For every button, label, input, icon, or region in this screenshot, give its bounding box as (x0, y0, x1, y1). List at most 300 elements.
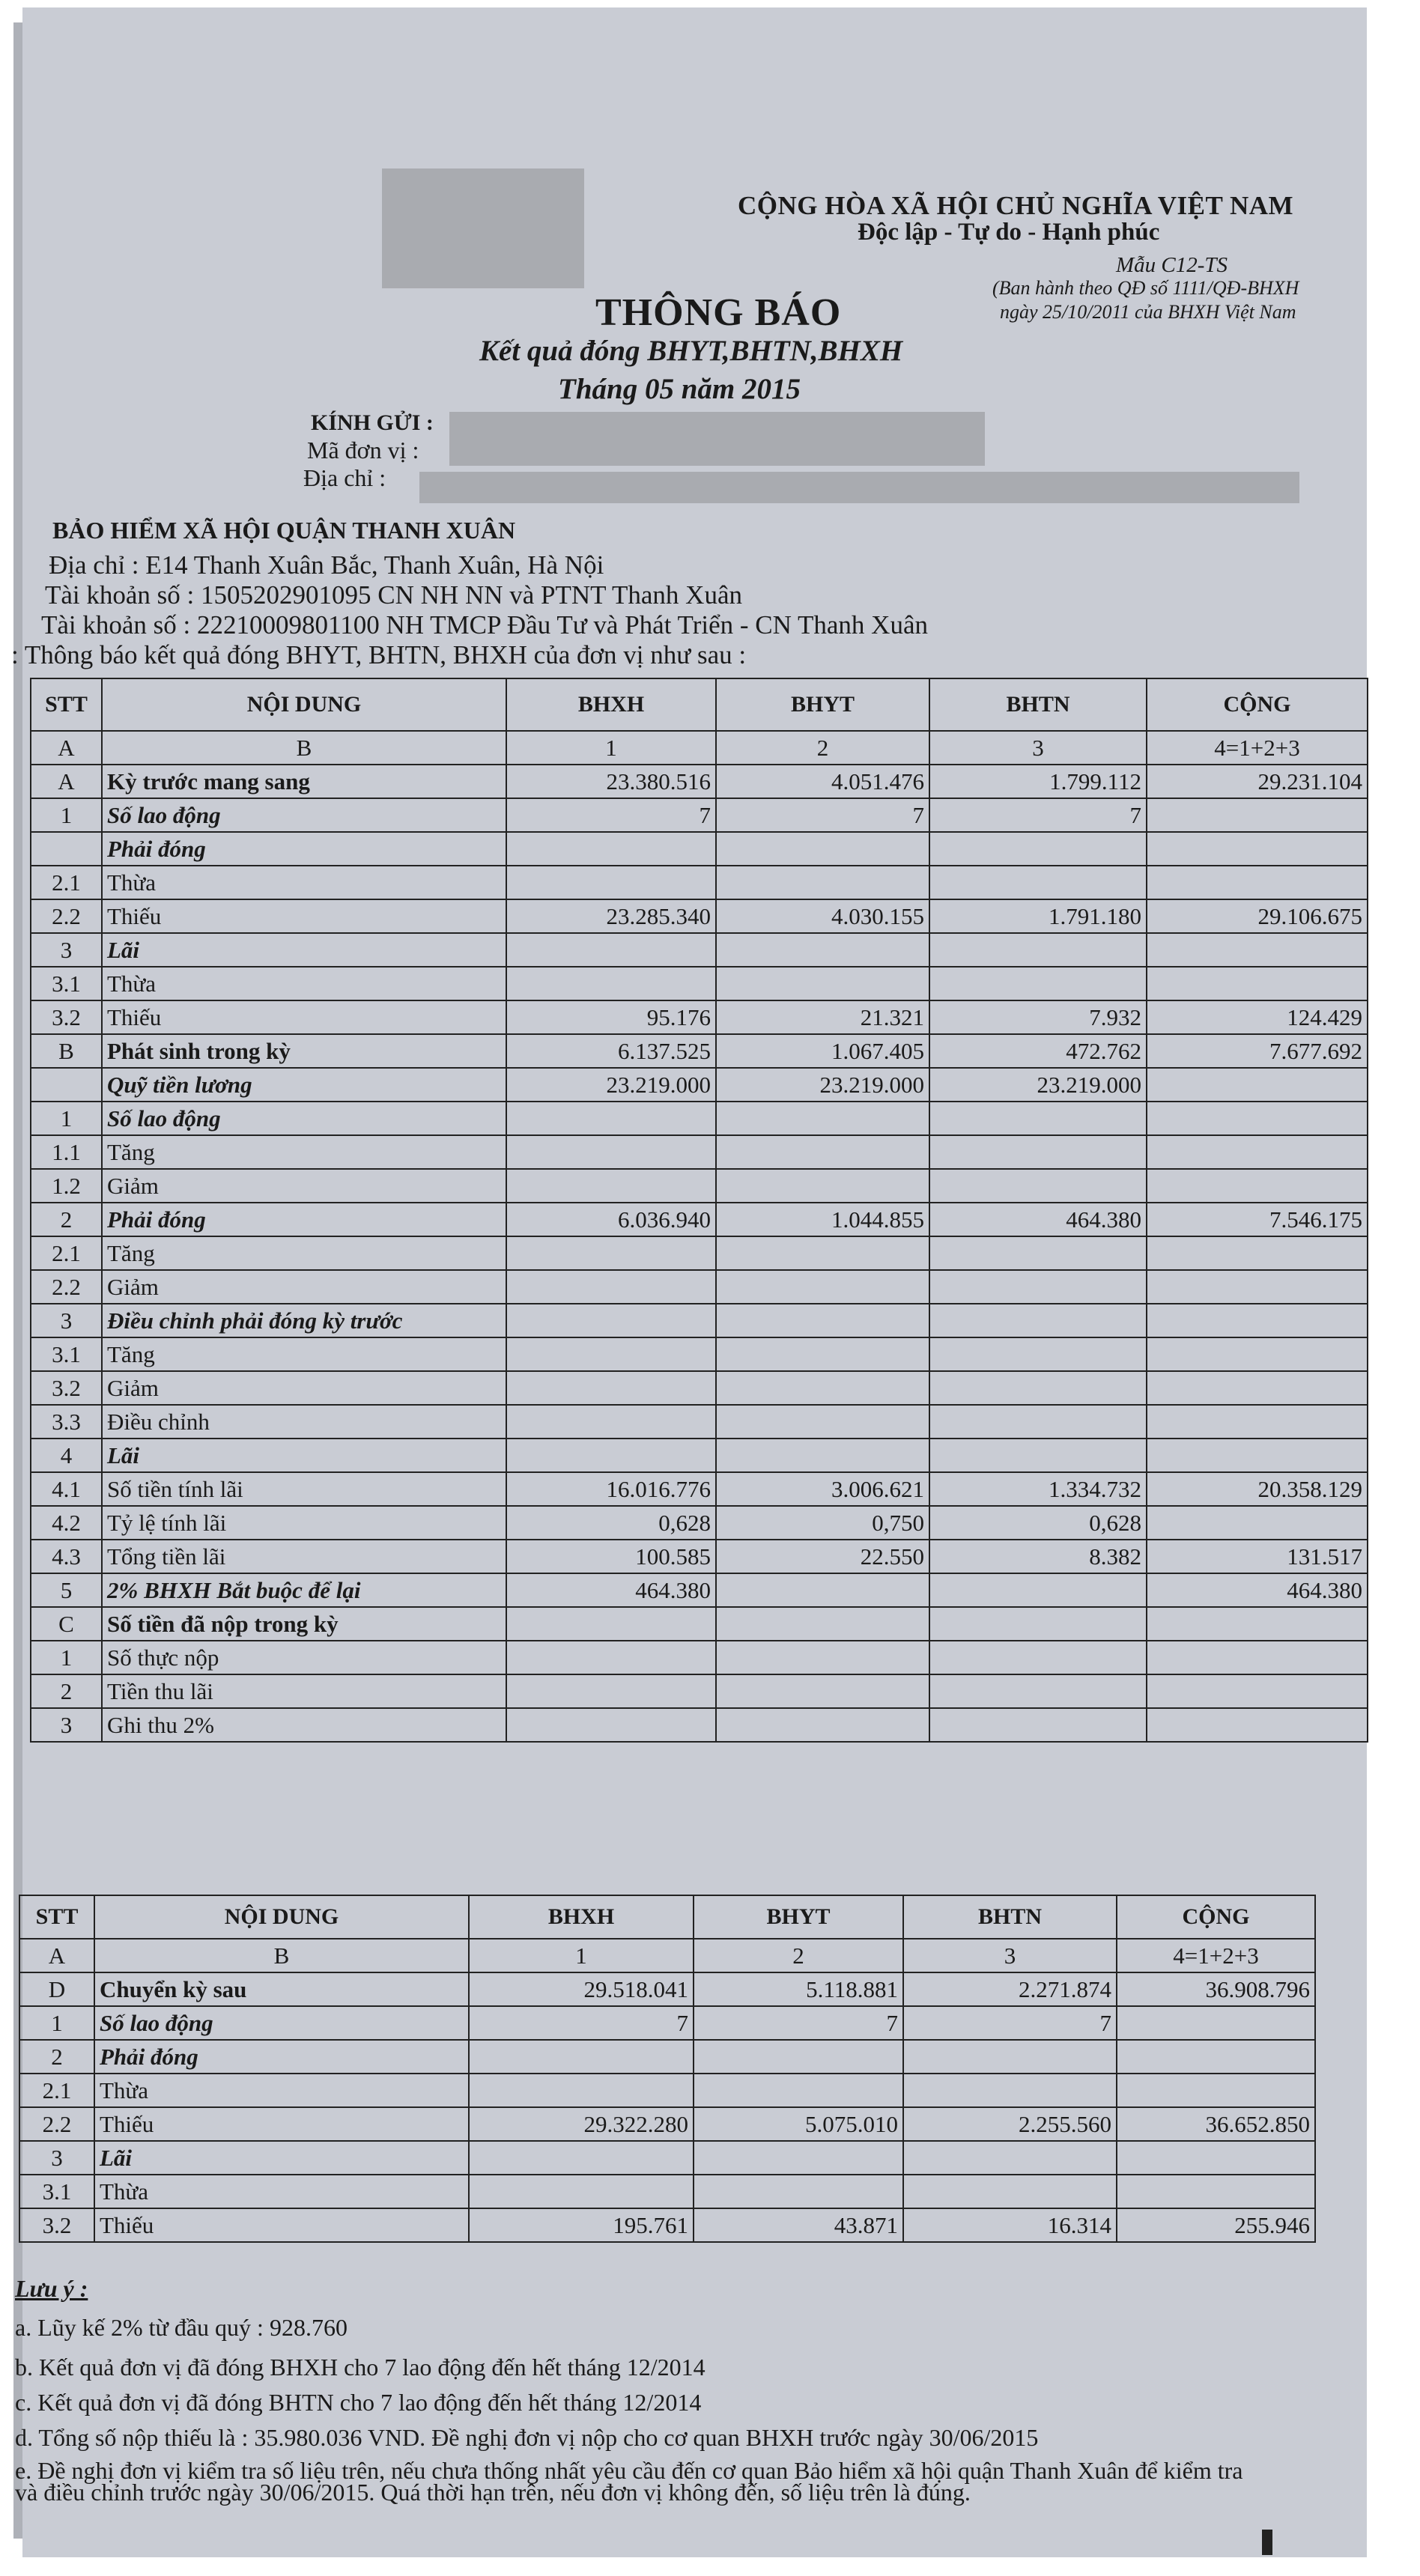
table-row (31, 1169, 1368, 1203)
table-subheader-row (19, 1939, 1315, 1972)
col-bhxh: BHXH (469, 1895, 694, 1939)
table-row (19, 2040, 1315, 2074)
table-row (31, 933, 1368, 967)
value-cell (716, 1708, 929, 1742)
value-cell (1147, 1236, 1368, 1270)
value-cell: 8.382 (929, 1540, 1147, 1573)
content-cell: Tổng tiền lãi (102, 1540, 506, 1573)
subheader-cell: 1 (506, 731, 716, 765)
value-cell (1117, 2141, 1315, 2175)
content-cell: Số lao động (102, 1102, 506, 1135)
table-row (31, 832, 1368, 866)
value-cell (1147, 1405, 1368, 1439)
table-row (31, 1472, 1368, 1506)
subheader-cell: 2 (694, 1939, 903, 1972)
content-cell: Thừa (94, 2175, 469, 2208)
value-cell (1147, 798, 1368, 832)
value-cell (506, 1641, 716, 1674)
value-cell: 23.219.000 (506, 1068, 716, 1102)
col-bhxh: BHXH (506, 678, 716, 731)
value-cell (1147, 1135, 1368, 1169)
value-cell (903, 2141, 1117, 2175)
value-cell (694, 2074, 903, 2107)
value-cell (506, 1708, 716, 1742)
value-cell (716, 1102, 929, 1135)
table-subheader-row (31, 731, 1368, 765)
subheader-cell: 2 (716, 731, 929, 765)
content-cell: Giảm (102, 1371, 506, 1405)
value-cell: 29.518.041 (469, 1972, 694, 2006)
results-table (30, 678, 1368, 1743)
value-cell (1147, 1102, 1368, 1135)
value-cell: 5.118.881 (694, 1972, 903, 2006)
value-cell: 131.517 (1147, 1540, 1368, 1573)
value-cell: 7 (716, 798, 929, 832)
value-cell: 7.677.692 (1147, 1034, 1368, 1068)
subheader-cell: 4=1+2+3 (1117, 1939, 1315, 1972)
value-cell (1147, 1607, 1368, 1641)
value-cell (716, 933, 929, 967)
value-cell (903, 2040, 1117, 2074)
table-row (31, 765, 1368, 798)
stt-cell: 1 (31, 1102, 102, 1135)
value-cell: 100.585 (506, 1540, 716, 1573)
value-cell: 23.285.340 (506, 899, 716, 933)
content-cell: Phát sinh trong kỳ (102, 1034, 506, 1068)
redacted-logo-block (382, 168, 584, 288)
value-cell (469, 2040, 694, 2074)
stt-cell: 3.2 (31, 1371, 102, 1405)
value-cell: 7 (469, 2006, 694, 2040)
value-cell: 7.546.175 (1147, 1203, 1368, 1236)
value-cell: 43.871 (694, 2208, 903, 2242)
value-cell: 6.137.525 (506, 1034, 716, 1068)
value-cell (1147, 1337, 1368, 1371)
document-month: Tháng 05 năm 2015 (558, 373, 801, 405)
subheader-cell: B (94, 1939, 469, 1972)
value-cell: 1.067.405 (716, 1034, 929, 1068)
stt-cell: 2.1 (31, 866, 102, 899)
value-cell: 0,628 (506, 1506, 716, 1540)
value-cell (1147, 866, 1368, 899)
table-row (31, 1068, 1368, 1102)
table-row (31, 1337, 1368, 1371)
table-row (19, 2141, 1315, 2175)
table-row (31, 1405, 1368, 1439)
subheader-cell: A (19, 1939, 94, 1972)
country-name: CỘNG HÒA XÃ HỘI CHỦ NGHĨA VIỆT NAM (738, 191, 1294, 220)
value-cell: 95.176 (506, 1000, 716, 1034)
value-cell (716, 1573, 929, 1607)
value-cell: 21.321 (716, 1000, 929, 1034)
content-cell: Lãi (102, 1439, 506, 1472)
stt-cell: 3 (19, 2141, 94, 2175)
content-cell: Thiếu (94, 2107, 469, 2141)
value-cell (1147, 1708, 1368, 1742)
stt-cell: 1 (31, 798, 102, 832)
table-row (31, 1641, 1368, 1674)
value-cell (929, 832, 1147, 866)
content-cell: Thừa (94, 2074, 469, 2107)
value-cell (716, 1236, 929, 1270)
value-cell (716, 1337, 929, 1371)
stt-cell: 3.1 (19, 2175, 94, 2208)
value-cell (506, 1236, 716, 1270)
col-noi-dung: NỘI DUNG (102, 678, 506, 731)
content-cell: Số lao động (102, 798, 506, 832)
value-cell (716, 1135, 929, 1169)
content-cell: Phải đóng (102, 832, 506, 866)
value-cell: 1.044.855 (716, 1203, 929, 1236)
agency-account-2: Tài khoản số : 22210009801100 NH TMCP Đầu Tư và Phát Triển - CN Thanh Xuân (41, 610, 928, 640)
stt-cell: 3 (31, 933, 102, 967)
value-cell (506, 866, 716, 899)
note-c: c. Kết quả đơn vị đã đóng BHTN cho 7 lao động đến hết tháng 12/2014 (15, 2389, 702, 2416)
value-cell (694, 2175, 903, 2208)
value-cell: 472.762 (929, 1034, 1147, 1068)
value-cell (694, 2040, 903, 2074)
table-row (31, 1135, 1368, 1169)
col-bhtn: BHTN (903, 1895, 1117, 1939)
value-cell (716, 1641, 929, 1674)
stt-cell: 5 (31, 1573, 102, 1607)
value-cell: 36.908.796 (1117, 1972, 1315, 2006)
content-cell: Thừa (102, 866, 506, 899)
value-cell: 16.016.776 (506, 1472, 716, 1506)
stt-cell: D (19, 1972, 94, 2006)
value-cell: 7 (929, 798, 1147, 832)
document-subtitle: Kết quả đóng BHYT,BHTN,BHXH (479, 335, 903, 367)
content-cell: Số tiền đã nộp trong kỳ (102, 1607, 506, 1641)
table-row (31, 1102, 1368, 1135)
col-bhtn: BHTN (929, 678, 1147, 731)
value-cell (929, 967, 1147, 1000)
table-intro: : Thông báo kết quả đóng BHYT, BHTN, BHXH của đơn vị như sau : (11, 640, 747, 669)
redacted-address (419, 472, 1299, 503)
value-cell (1147, 967, 1368, 1000)
col-cong: CỘNG (1147, 678, 1368, 731)
national-motto: Độc lập - Tự do - Hạnh phúc (858, 219, 1160, 246)
content-cell: Tăng (102, 1337, 506, 1371)
table-row (31, 1708, 1368, 1742)
value-cell: 7 (903, 2006, 1117, 2040)
col-stt: STT (19, 1895, 94, 1939)
value-cell: 124.429 (1147, 1000, 1368, 1034)
content-cell: Lãi (102, 933, 506, 967)
value-cell (929, 866, 1147, 899)
value-cell (929, 1270, 1147, 1304)
subheader-cell: B (102, 731, 506, 765)
stt-cell: 2.2 (31, 899, 102, 933)
value-cell (929, 1674, 1147, 1708)
stt-cell: 3.1 (31, 1337, 102, 1371)
table-row (31, 866, 1368, 899)
table-row (19, 2175, 1315, 2208)
content-cell: Số thực nộp (102, 1641, 506, 1674)
value-cell: 29.106.675 (1147, 899, 1368, 933)
stt-cell: 2 (19, 2040, 94, 2074)
stt-cell: B (31, 1034, 102, 1068)
value-cell (506, 1102, 716, 1135)
note-d: d. Tổng số nộp thiếu là : 35.980.036 VND. Đề nghị đơn vị nộp cho cơ quan BHXH trước ngày 30/06/2015 (15, 2424, 1039, 2451)
stt-cell: 3.1 (31, 967, 102, 1000)
agency-account-1: Tài khoản số : 1505202901095 CN NH NN và PTNT Thanh Xuân (45, 580, 742, 610)
col-cong: CỘNG (1117, 1895, 1315, 1939)
stt-cell: 2.1 (31, 1236, 102, 1270)
content-cell: Quỹ tiền lương (102, 1068, 506, 1102)
stt-cell: C (31, 1607, 102, 1641)
content-cell: Điều chỉnh phải đóng kỳ trước (102, 1304, 506, 1337)
form-issued: (Ban hành theo QĐ số 1111/QĐ-BHXH (992, 277, 1299, 299)
value-cell (1147, 1371, 1368, 1405)
table-row (31, 1304, 1368, 1337)
content-cell: Phải đóng (94, 2040, 469, 2074)
value-cell: 1.791.180 (929, 899, 1147, 933)
table-row (31, 1000, 1368, 1034)
content-cell: Thiếu (102, 899, 506, 933)
value-cell (716, 967, 929, 1000)
page-marker (1262, 2530, 1272, 2555)
value-cell (1117, 2074, 1315, 2107)
value-cell: 23.219.000 (929, 1068, 1147, 1102)
value-cell: 464.380 (1147, 1573, 1368, 1607)
table-row (19, 2107, 1315, 2141)
note-a: a. Lũy kế 2% từ đầu quý : 928.760 (15, 2314, 348, 2341)
value-cell (903, 2175, 1117, 2208)
value-cell (929, 1573, 1147, 1607)
value-cell (506, 1371, 716, 1405)
value-cell: 1.799.112 (929, 765, 1147, 798)
value-cell (929, 1169, 1147, 1203)
content-cell: 2% BHXH Bắt buộc để lại (102, 1573, 506, 1607)
value-cell (506, 1337, 716, 1371)
value-cell (506, 1607, 716, 1641)
stt-cell: 4.2 (31, 1506, 102, 1540)
table-row (31, 1371, 1368, 1405)
table-row (31, 1573, 1368, 1607)
value-cell (506, 1439, 716, 1472)
subheader-cell: 3 (903, 1939, 1117, 1972)
col-bhyt: BHYT (694, 1895, 903, 1939)
stt-cell: 3.2 (19, 2208, 94, 2242)
table-row (31, 1506, 1368, 1540)
value-cell: 29.231.104 (1147, 765, 1368, 798)
stt-cell: A (31, 765, 102, 798)
value-cell (506, 967, 716, 1000)
value-cell: 6.036.940 (506, 1203, 716, 1236)
carry-forward-table (19, 1895, 1316, 2243)
value-cell: 195.761 (469, 2208, 694, 2242)
content-cell: Số lao động (94, 2006, 469, 2040)
value-cell: 20.358.129 (1147, 1472, 1368, 1506)
value-cell (506, 1405, 716, 1439)
table-row (19, 2208, 1315, 2242)
value-cell (1147, 1641, 1368, 1674)
value-cell (506, 1270, 716, 1304)
value-cell (1147, 832, 1368, 866)
value-cell (1117, 2175, 1315, 2208)
note-e: e. Đề nghị đơn vị kiểm tra số liệu trên, nếu chưa thống nhất yêu cầu đến cơ quan Bảo hiểm xã hội quận Thanh Xuân để kiểm tra và điều chỉnh trước ngày 30/06/2015. Quá thời hạn trên, nếu đơn vị không đến, số liệu trên là đúng. (15, 2457, 1243, 2506)
value-cell: 2.255.560 (903, 2107, 1117, 2141)
value-cell: 5.075.010 (694, 2107, 903, 2141)
content-cell: Giảm (102, 1169, 506, 1203)
value-cell (903, 2074, 1117, 2107)
table-row (31, 1034, 1368, 1068)
subheader-cell: A (31, 731, 102, 765)
stt-cell: 2.2 (19, 2107, 94, 2141)
content-cell: Ghi thu 2% (102, 1708, 506, 1742)
table-row (19, 2074, 1315, 2107)
value-cell: 7.932 (929, 1000, 1147, 1034)
content-cell: Chuyển kỳ sau (94, 1972, 469, 2006)
redacted-recipient (449, 412, 985, 466)
content-cell: Tăng (102, 1135, 506, 1169)
value-cell (469, 2141, 694, 2175)
col-noi-dung: NỘI DUNG (94, 1895, 469, 1939)
subheader-cell: 3 (929, 731, 1147, 765)
value-cell (929, 1607, 1147, 1641)
document-title: THÔNG BÁO (595, 291, 842, 334)
value-cell (1147, 1506, 1368, 1540)
table-row (31, 798, 1368, 832)
table-row (31, 1236, 1368, 1270)
content-cell: Giảm (102, 1270, 506, 1304)
stt-cell: 1 (31, 1641, 102, 1674)
value-cell (929, 1641, 1147, 1674)
value-cell (929, 1102, 1147, 1135)
value-cell (716, 1439, 929, 1472)
value-cell (1147, 1439, 1368, 1472)
value-cell (469, 2175, 694, 2208)
stt-cell: 2.1 (19, 2074, 94, 2107)
stt-cell: 1 (19, 2006, 94, 2040)
value-cell: 22.550 (716, 1540, 929, 1573)
agency-address: Địa chỉ : E14 Thanh Xuân Bắc, Thanh Xuân, Hà Nội (49, 550, 604, 580)
stt-cell: 4.1 (31, 1472, 102, 1506)
value-cell (716, 1304, 929, 1337)
stt-cell: 3.3 (31, 1405, 102, 1439)
content-cell: Điều chỉnh (102, 1405, 506, 1439)
value-cell (506, 832, 716, 866)
value-cell (716, 832, 929, 866)
value-cell (929, 933, 1147, 967)
value-cell (929, 1337, 1147, 1371)
note-b: b. Kết quả đơn vị đã đóng BHXH cho 7 lao động đến hết tháng 12/2014 (15, 2354, 706, 2381)
table-row (31, 1607, 1368, 1641)
value-cell (694, 2141, 903, 2175)
value-cell: 4.030.155 (716, 899, 929, 933)
value-cell: 464.380 (506, 1573, 716, 1607)
value-cell: 29.322.280 (469, 2107, 694, 2141)
value-cell (1147, 1068, 1368, 1102)
value-cell (1117, 2040, 1315, 2074)
content-cell: Thiếu (102, 1000, 506, 1034)
stt-cell: 2 (31, 1203, 102, 1236)
stt-cell: 1.2 (31, 1169, 102, 1203)
stt-cell (31, 832, 102, 866)
content-cell: Lãi (94, 2141, 469, 2175)
value-cell: 2.271.874 (903, 1972, 1117, 2006)
stt-cell: 4.3 (31, 1540, 102, 1573)
value-cell: 23.380.516 (506, 765, 716, 798)
content-cell: Thừa (102, 967, 506, 1000)
content-cell: Phải đóng (102, 1203, 506, 1236)
value-cell (929, 1135, 1147, 1169)
content-cell: Tăng (102, 1236, 506, 1270)
value-cell (1147, 933, 1368, 967)
value-cell: 23.219.000 (716, 1068, 929, 1102)
value-cell (929, 1304, 1147, 1337)
table-row (19, 2006, 1315, 2040)
value-cell (929, 1439, 1147, 1472)
value-cell (716, 1607, 929, 1641)
value-cell (1147, 1304, 1368, 1337)
content-cell: Tiền thu lãi (102, 1674, 506, 1708)
stt-cell: 3.2 (31, 1000, 102, 1034)
table-row (31, 1674, 1368, 1708)
notes-title: Lưu ý : (15, 2275, 88, 2302)
value-cell (716, 1405, 929, 1439)
content-cell: Số tiền tính lãi (102, 1472, 506, 1506)
value-cell: 464.380 (929, 1203, 1147, 1236)
value-cell: 1.334.732 (929, 1472, 1147, 1506)
value-cell (716, 1371, 929, 1405)
value-cell: 4.051.476 (716, 765, 929, 798)
table-row (31, 1540, 1368, 1573)
value-cell (716, 866, 929, 899)
stt-cell: 3 (31, 1304, 102, 1337)
value-cell: 255.946 (1117, 2208, 1315, 2242)
value-cell: 0,628 (929, 1506, 1147, 1540)
value-cell (506, 933, 716, 967)
content-cell: Thiếu (94, 2208, 469, 2242)
value-cell (716, 1270, 929, 1304)
value-cell (506, 1135, 716, 1169)
form-date: ngày 25/10/2011 của BHXH Việt Nam (1000, 301, 1296, 323)
stt-cell: 4 (31, 1439, 102, 1472)
value-cell (506, 1304, 716, 1337)
value-cell (716, 1169, 929, 1203)
subheader-cell: 1 (469, 1939, 694, 1972)
value-cell (1147, 1270, 1368, 1304)
value-cell (929, 1236, 1147, 1270)
value-cell (1147, 1674, 1368, 1708)
value-cell: 16.314 (903, 2208, 1117, 2242)
value-cell: 0,750 (716, 1506, 929, 1540)
value-cell: 36.652.850 (1117, 2107, 1315, 2141)
value-cell (929, 1708, 1147, 1742)
col-bhyt: BHYT (716, 678, 929, 731)
stt-cell: 3 (31, 1708, 102, 1742)
value-cell: 3.006.621 (716, 1472, 929, 1506)
form-code: Mẫu C12-TS (1116, 253, 1228, 277)
stt-cell: 2.2 (31, 1270, 102, 1304)
table-row (31, 1270, 1368, 1304)
table-row (31, 1439, 1368, 1472)
value-cell (929, 1371, 1147, 1405)
value-cell (716, 1674, 929, 1708)
content-cell: Kỳ trước mang sang (102, 765, 506, 798)
stt-cell (31, 1068, 102, 1102)
dia-chi-label: Địa chỉ : (303, 464, 386, 491)
value-cell: 7 (694, 2006, 903, 2040)
value-cell (1117, 2006, 1315, 2040)
stt-cell: 1.1 (31, 1135, 102, 1169)
table-header-row (31, 678, 1368, 731)
agency-name: BẢO HIỂM XÃ HỘI QUẬN THANH XUÂN (52, 517, 516, 544)
value-cell: 7 (506, 798, 716, 832)
subheader-cell: 4=1+2+3 (1147, 731, 1368, 765)
